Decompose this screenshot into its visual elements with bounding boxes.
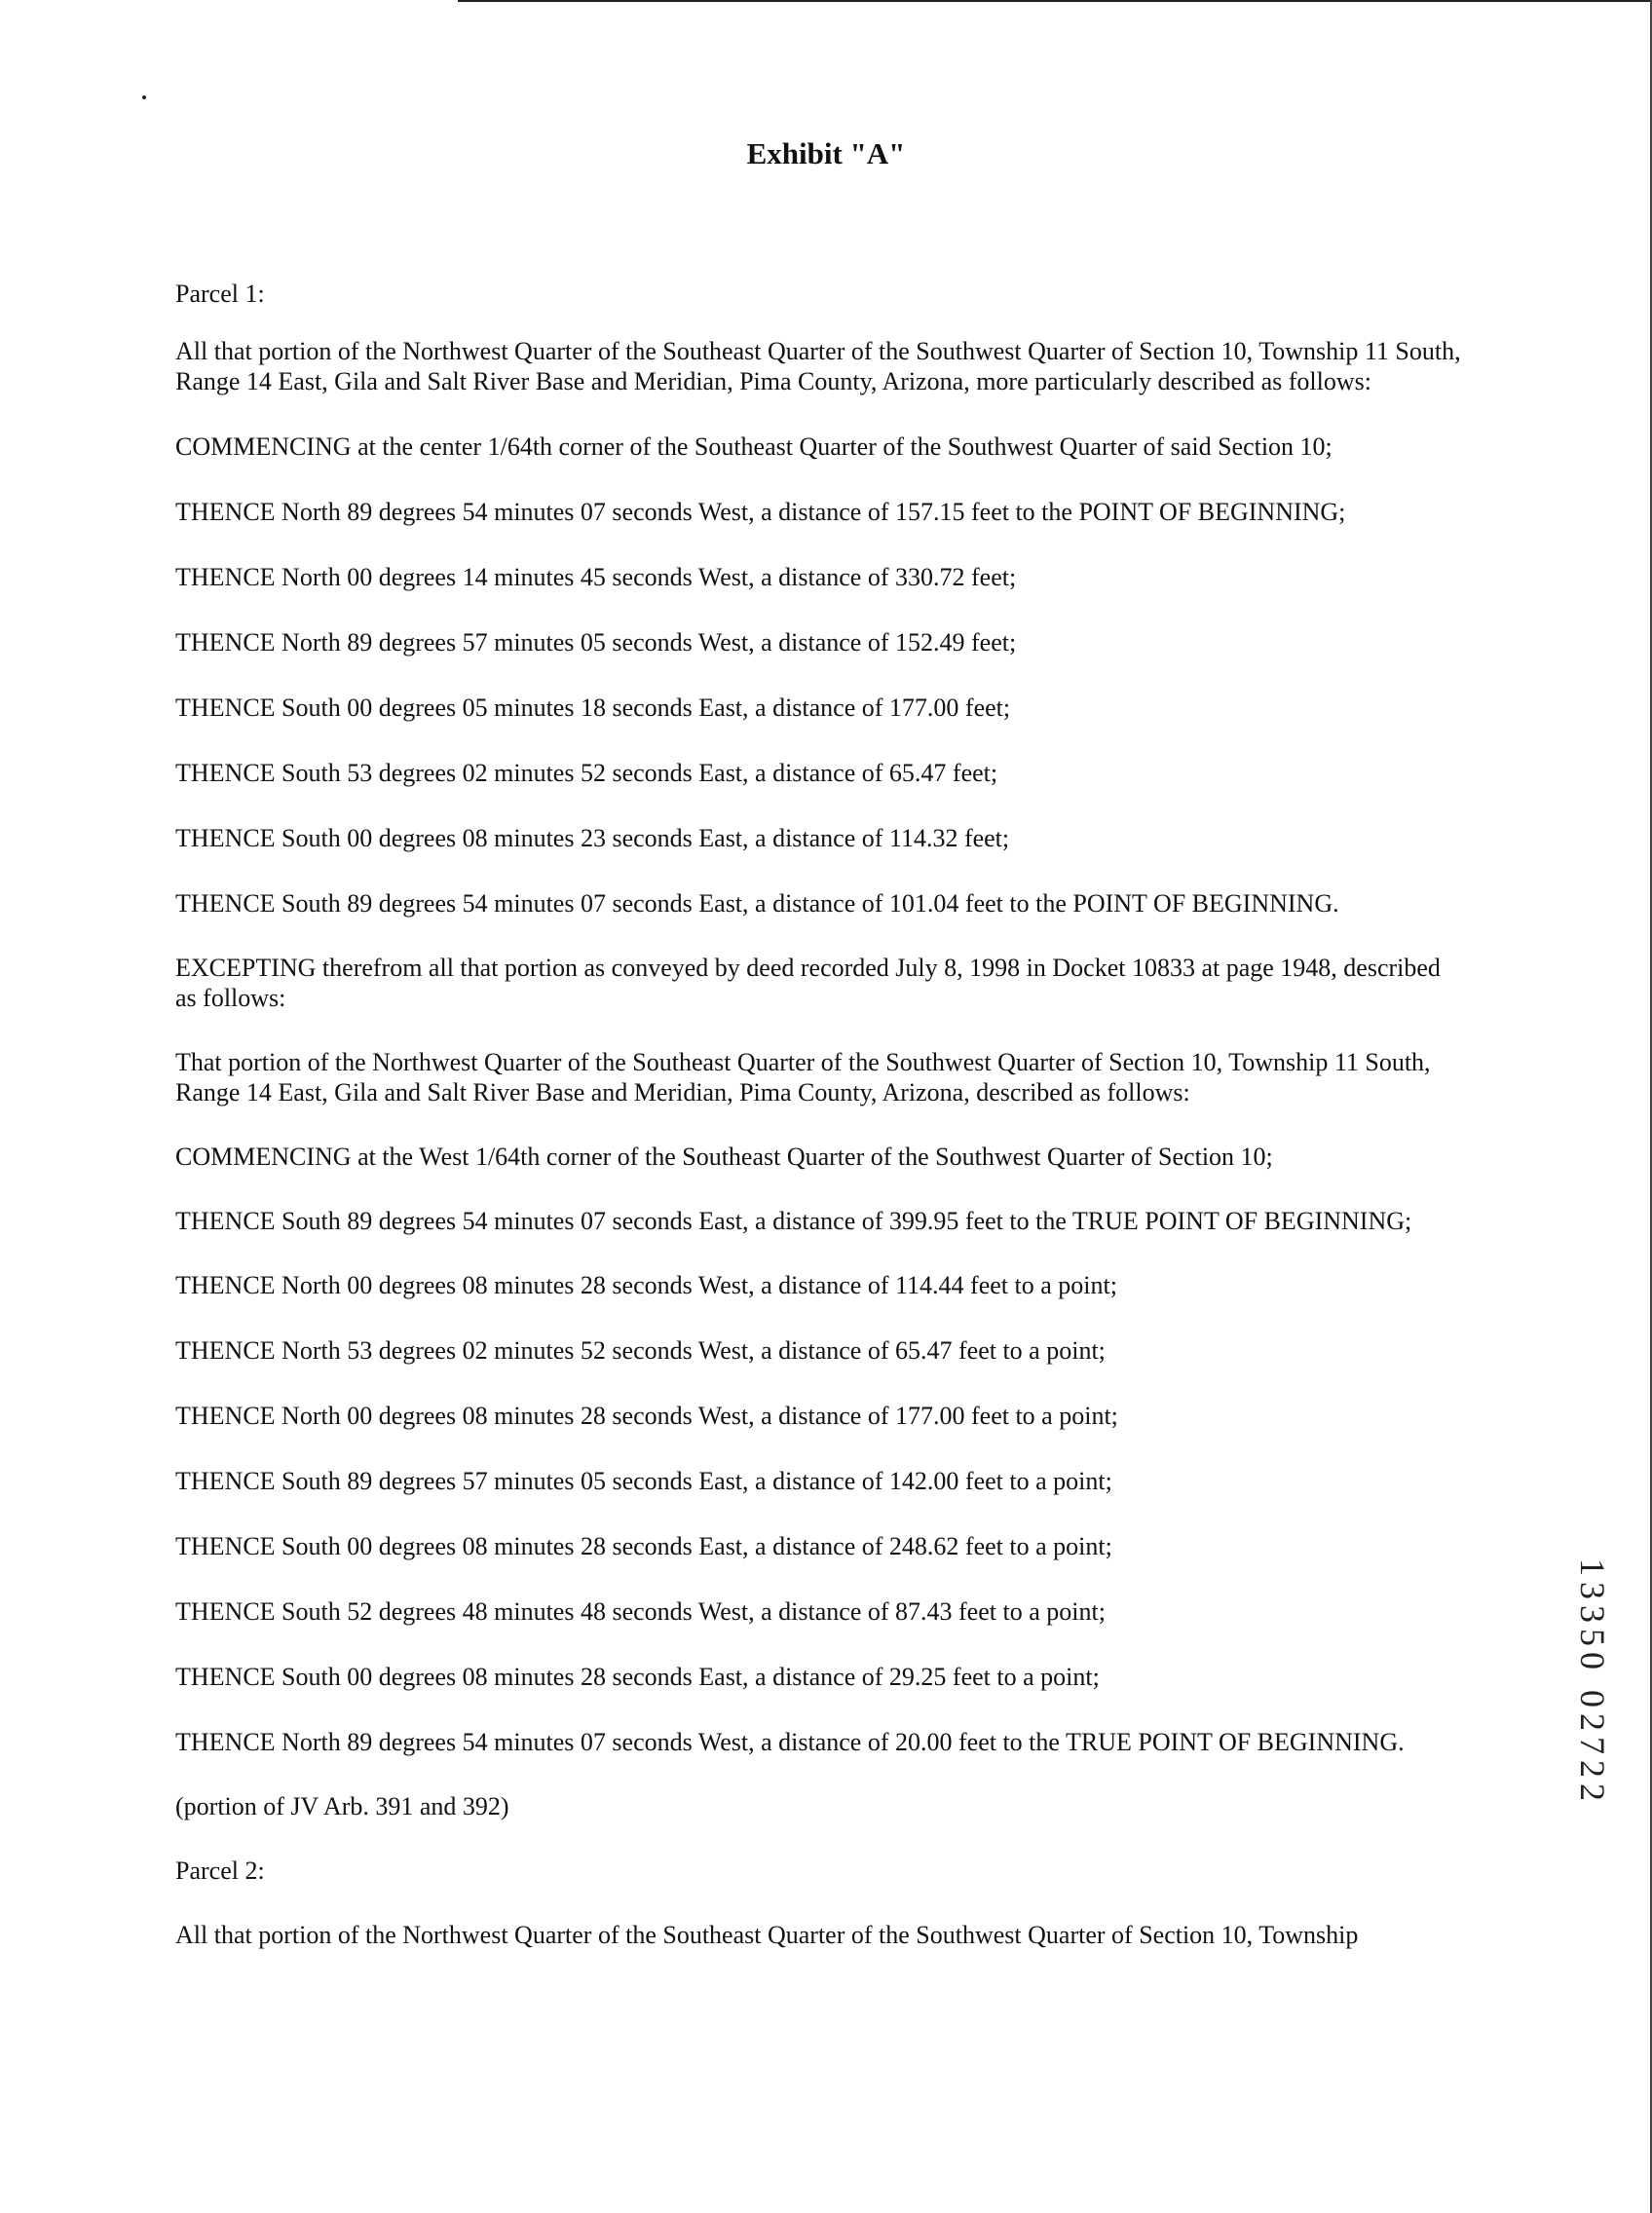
excepting-clause: EXCEPTING therefrom all that portion as conveyed by deed recorded July 8, 1998 in Docket 10833 at page 1948, described as follows: [175, 954, 1441, 1012]
parcel-2-intro: All that portion of the Northwest Quarter of the Southeast Quarter of the Southwest Quarter of Section 10, Township [175, 1921, 1359, 1949]
thence-clause: THENCE North 53 degrees 02 minutes 52 seconds West, a distance of 65.47 feet to a point; [175, 1336, 1106, 1365]
thence-clause: THENCE South 00 degrees 08 minutes 28 seconds East, a distance of 29.25 feet to a point; [175, 1663, 1100, 1691]
thence-clause: THENCE South 89 degrees 54 minutes 07 seconds East, a distance of 101.04 feet to the POINT OF BEGINNING. [175, 889, 1339, 918]
thence-clause: THENCE North 89 degrees 54 minutes 07 seconds West, a distance of 157.15 feet to the POINT OF BEGINNING; [175, 498, 1346, 526]
thence-clause: THENCE South 89 degrees 57 minutes 05 seconds East, a distance of 142.00 feet to a point; [175, 1467, 1112, 1495]
exception-description: That portion of the Northwest Quarter of the Southeast Quarter of the Southwest Quarter of Section 10, Township 11 South, Range 14 East, Gila and Salt River Base and Meridian, Pima County, Arizona, described as follows: [175, 1048, 1431, 1106]
scan-edge-top [458, 0, 1652, 2]
thence-clause: THENCE North 00 degrees 08 minutes 28 seconds West, a distance of 114.44 feet to a point; [175, 1271, 1117, 1299]
scan-speck [142, 95, 146, 99]
recording-stamp [1573, 1558, 1617, 1831]
thence-clause: THENCE North 89 degrees 57 minutes 05 seconds West, a distance of 152.49 feet; [175, 628, 1017, 656]
parcel-1-intro: All that portion of the Northwest Quarter of the Southeast Quarter of the Southwest Quarter of Section 10, Township 11 South, Range 14 East, Gila and Salt River Base and Meridian, Pima County, Arizona, more particularly described as follows: [175, 337, 1461, 395]
thence-clause: THENCE South 52 degrees 48 minutes 48 seconds West, a distance of 87.43 feet to a point; [175, 1597, 1106, 1626]
thence-clause: THENCE South 00 degrees 08 minutes 23 seconds East, a distance of 114.32 feet; [175, 824, 1010, 852]
parcel-note: (portion of JV Arb. 391 and 392) [175, 1792, 509, 1820]
commencing-clause: COMMENCING at the West 1/64th corner of the Southeast Quarter of the Southwest Quarter of Section 10; [175, 1143, 1273, 1171]
exhibit-title: Exhibit "A" [746, 136, 906, 170]
thence-clause: THENCE North 00 degrees 08 minutes 28 seconds West, a distance of 177.00 feet to a point; [175, 1402, 1118, 1430]
parcel-2-heading: Parcel 2: [175, 1857, 265, 1885]
thence-clause: THENCE South 00 degrees 05 minutes 18 seconds East, a distance of 177.00 feet; [175, 694, 1011, 722]
thence-clause: THENCE North 89 degrees 54 minutes 07 seconds West, a distance of 20.00 feet to the TRUE POINT OF BEGINNING. [175, 1728, 1405, 1756]
thence-clause: THENCE North 00 degrees 14 minutes 45 seconds West, a distance of 330.72 feet; [175, 563, 1017, 591]
recording-stamp-text: 13350 02722 [1573, 1558, 1612, 1807]
thence-clause: THENCE South 89 degrees 54 minutes 07 seconds East, a distance of 399.95 feet to the TRUE POINT OF BEGINNING; [175, 1207, 1412, 1235]
commencing-clause: COMMENCING at the center 1/64th corner of the Southeast Quarter of the Southwest Quarter of said Section 10; [175, 432, 1333, 461]
thence-clause: THENCE South 00 degrees 08 minutes 28 seconds East, a distance of 248.62 feet to a point; [175, 1532, 1112, 1560]
parcel-1-heading: Parcel 1: [175, 280, 265, 308]
legal-description [175, 279, 1461, 1950]
thence-clause: THENCE South 53 degrees 02 minutes 52 seconds East, a distance of 65.47 feet; [175, 759, 998, 787]
